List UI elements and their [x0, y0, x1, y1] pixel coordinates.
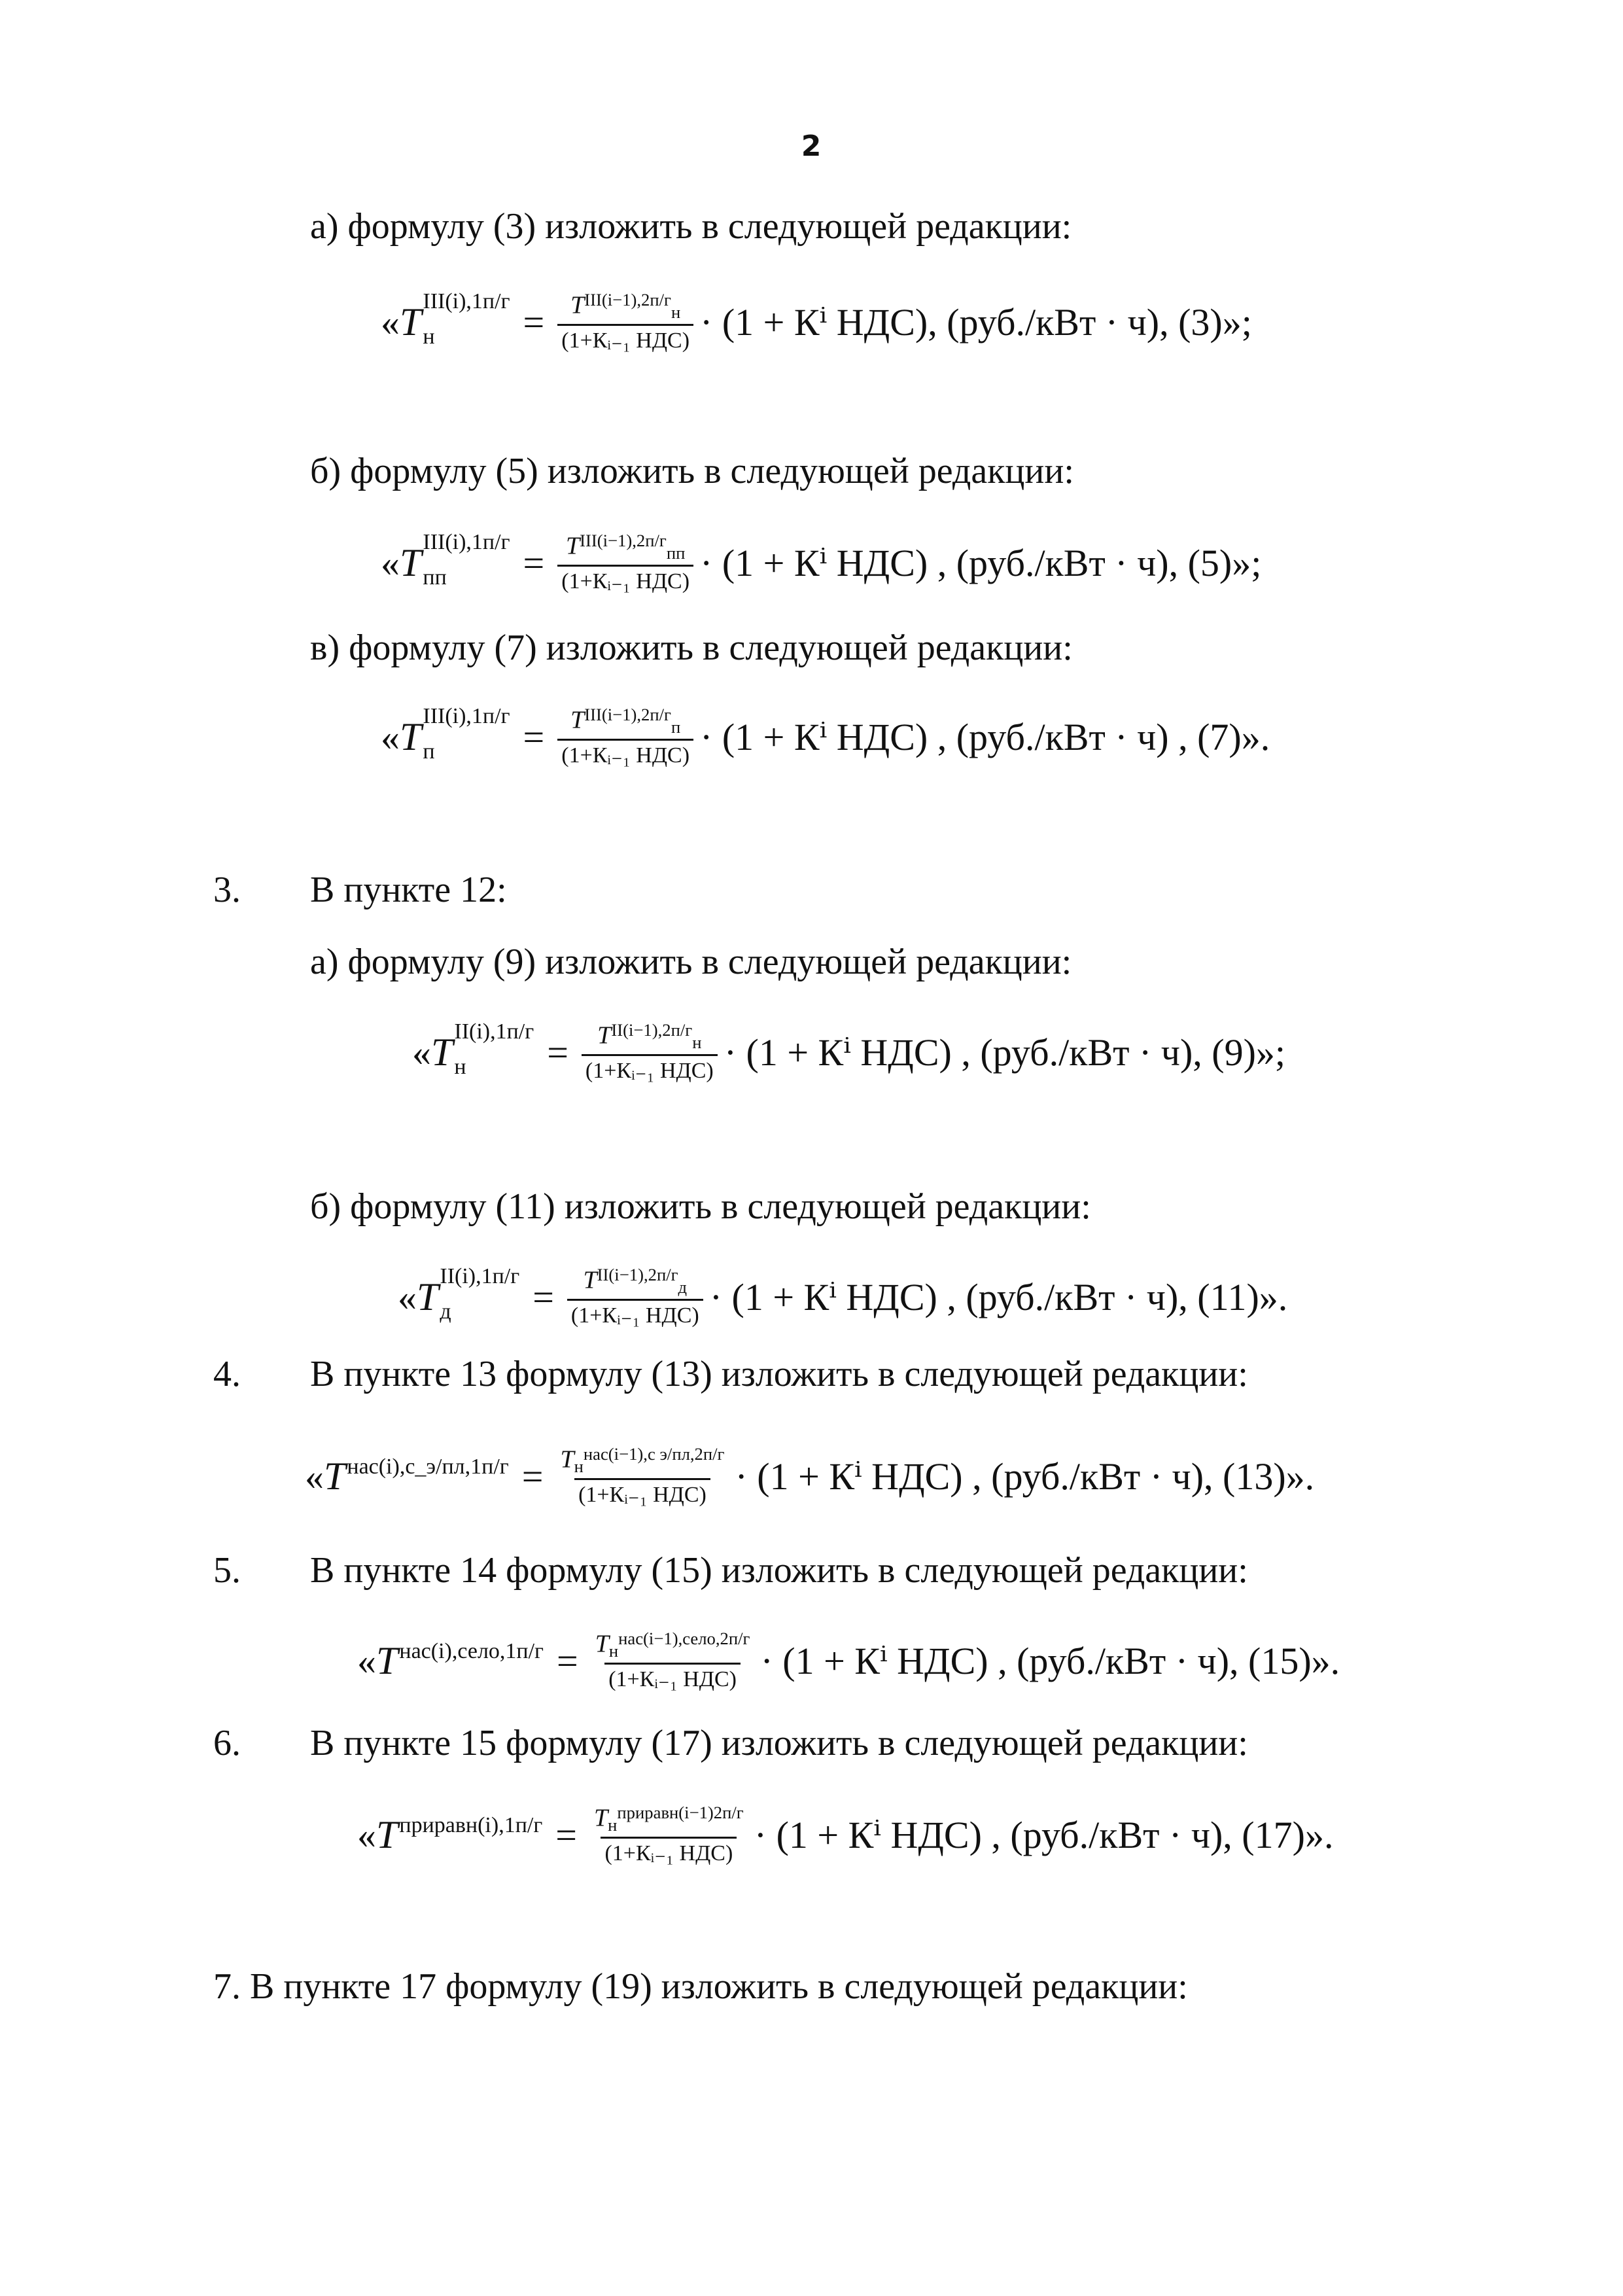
point-3-text: В пункте 12:: [310, 870, 507, 910]
point-4-text: В пункте 13 формулу (13) изложить в следующей редакции:: [310, 1354, 1248, 1394]
item-a-formula-3: а) формулу (3) изложить в следующей редакции:: [310, 206, 1072, 247]
item-v-formula-7: в) формулу (7) изложить в следующей редакции:: [310, 627, 1073, 668]
page-number: 2: [801, 130, 822, 163]
formula-15: « T нас(i),село,1п/г = $\frac{T_н^{нас(i-1),село,2п/г}}{\text{(1+Кᵢ₋₁ НДС)}}$ · (1 + Кⁱ НДС) , (руб./кВт · ч), (15)».: [357, 1629, 1340, 1692]
formula-9: « T II(i),1п/г н = $\frac{T^{II(i-1),2п/г}_н}{\text{(1+Кᵢ₋₁ НДС)}}$ · (1 + Кⁱ НДС) , (руб./кВт · ч), (9)»;: [412, 1019, 1286, 1084]
point-4-number: 4.: [213, 1354, 241, 1394]
item-b-formula-5: б) формулу (5) изложить в следующей редакции:: [310, 451, 1074, 491]
formula-7: « T III(i),1п/г п = $\frac{T^{III(i-1),2п/г}_п}{\text{(1+Кᵢ₋₁ НДС)}}$ · (1 + Кⁱ НДС) , (руб./кВт · ч) , (7)».: [381, 704, 1270, 768]
formula-5: « T III(i),1п/г пп = $\frac{T^{III(i-1),2п/г}_{пп}}{\text{(1+Кᵢ₋₁ НДС)}}$ · (1 + Кⁱ НДС) , (руб./кВт · ч), (5)»;: [381, 530, 1262, 594]
point-5-text: В пункте 14 формулу (15) изложить в следующей редакции:: [310, 1550, 1248, 1591]
formula-11: « T II(i),1п/г д = $\frac{T^{II(i-1),2п/г}_д}{\text{(1+Кᵢ₋₁ НДС)}}$ · (1 + Кⁱ НДС) , (руб./кВт · ч), (11)».: [398, 1264, 1288, 1328]
point-5-number: 5.: [213, 1550, 241, 1591]
item-b-formula-11: б) формулу (11) изложить в следующей редакции:: [310, 1186, 1091, 1227]
point-7-text: 7. В пункте 17 формулу (19) изложить в следующей редакции:: [213, 1966, 1188, 2007]
point-6-text: В пункте 15 формулу (17) изложить в следующей редакции:: [310, 1723, 1248, 1763]
formula-17: « T приравн(i),1п/г = $\frac{T_н^{приравн(i-1)2п/г}}{\text{(1+Кᵢ₋₁ НДС)}}$ · (1 + Кⁱ НДС) , (руб./кВт · ч), (17)».: [357, 1803, 1334, 1866]
point-6-number: 6.: [213, 1723, 241, 1763]
formula-3: « T III(i),1п/г н = $\frac{T^{III(i-1),2п/г}_н}{\text{(1+Кᵢ₋₁ НДС)}}$ · (1 + Кⁱ НДС), (руб./кВт · ч), (3)»;: [381, 289, 1252, 353]
item-a-formula-9: а) формулу (9) изложить в следующей редакции:: [310, 942, 1072, 982]
point-3-number: 3.: [213, 870, 241, 910]
formula-13: « T нас(i),с_э/пл,1п/г = $\frac{T_н^{нас(i-1),с э/пл,2п/г}}{\text{(1+Кᵢ₋₁ НДС)}}$ · (1 + Кⁱ НДС) , (руб./кВт · ч), (13)».: [305, 1444, 1315, 1508]
